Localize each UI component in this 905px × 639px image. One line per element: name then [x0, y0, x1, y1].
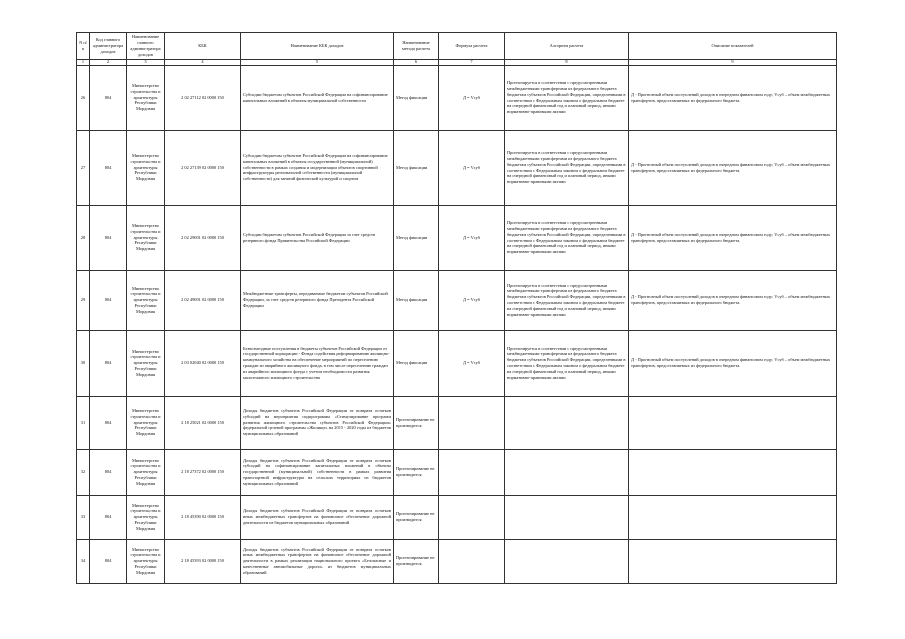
kbk-code: 2 03 02040 02 0000 150 — [165, 330, 241, 396]
table-row — [77, 270, 837, 330]
row-number: 30 — [77, 330, 90, 396]
kbk-code: 2 18 45390 02 0000 150 — [165, 495, 241, 539]
description: Д - Прогнозный объем поступлений доходов в очередном финансовом году; Vсуб – объем межбюджетных трансфертов, предоставляемых из федерального бюджета. — [629, 270, 837, 330]
formula: Д = Vсуб — [439, 130, 505, 205]
header-kbk: КБК — [165, 33, 241, 60]
formula — [439, 449, 505, 495]
header-kbk-name: Наименование КБК доходов — [241, 33, 394, 60]
kbk-code: 2 02 29001 02 0000 150 — [165, 205, 241, 270]
col-number: 7 — [439, 60, 505, 66]
table-row — [77, 449, 837, 495]
row-number: 28 — [77, 205, 90, 270]
description: Д - Прогнозный объем поступлений доходов в очередном финансовом году; Vсуб – объем межбюджетных трансфертов, предоставляемых из федерального бюджета. — [629, 330, 837, 396]
col-number: 4 — [165, 60, 241, 66]
method-name: Метод фиксации — [394, 330, 439, 396]
method-name: Метод фиксации — [394, 270, 439, 330]
algorithm: Прогнозируется в соответствии с предусмотренными межбюджетными трансфертами из федерального бюджета бюджетам субъектов Российской Федерации, определенными в соответствии с Федеральным законом о федеральном бюджете на очередной финансовый год и плановый период, иными нормативно-правовыми актами — [505, 330, 629, 396]
header-algorithm: Алгоритм расчета — [505, 33, 629, 60]
admin-code: 804 — [90, 539, 127, 583]
col-number: 5 — [241, 60, 394, 66]
formula: Д = Vсуб — [439, 330, 505, 396]
algorithm — [505, 396, 629, 449]
kbk-name: Доходы бюджетов субъектов Российской Федерации от возврата остатков иных межбюджетных трансфертов на финансовое обеспечение дорожной деятельности в рамках реализации национального проекта «Безопасные и качественные автомобильные дороги» из бюджетов муниципальных образований — [241, 539, 394, 583]
description: Д - Прогнозный объем поступлений доходов в очередном финансовом году; Vсуб – объем межбюджетных трансфертов, предоставляемых из федерального бюджета. — [629, 130, 837, 205]
kbk-name: Субсидии бюджетам субъектов Российской Федерации на софинансирование капитальных вложений в объекты государственной (муниципальной) собственности в рамках создания и модернизации объектов спортивной инфраструктуры региональной собственности (муниципальной собственности) для занятий физической культурой и спортом — [241, 130, 394, 205]
admin-name: Министерство строительства и архитектуры Республики Мордовия — [127, 130, 165, 205]
row-number: 32 — [77, 449, 90, 495]
kbk-name: Субсидии бюджетам субъектов Российской Федерации за счет средств резервного фонда Правительства Российской Федерации — [241, 205, 394, 270]
kbk-name: Безвозмездные поступления в бюджеты субъектов Российской Федерации от государственной корпорации - Фонда содействия реформированию жилищно-коммунального хозяйства на обеспечение мероприятий по переселению граждан из аварийного жилищного фонда, в том числе переселению граждан из аварийного жилищного фонда с учетом необходимости развития малоэтажного жилищного строительства — [241, 330, 394, 396]
admin-code: 804 — [90, 130, 127, 205]
table-row — [77, 130, 837, 205]
header-formula: Формула расчета — [439, 33, 505, 60]
kbk-code: 2 18 45393 02 0000 150 — [165, 539, 241, 583]
header-description: Описание показателей — [629, 33, 837, 60]
algorithm: Прогнозируется в соответствии с предусмотренными межбюджетными трансфертами из федерального бюджета бюджетам субъектов Российской Федерации, определенными в соответствии с Федеральным законом о федеральном бюджете на очередной финансовый год и плановый период, иными нормативно-правовыми актами — [505, 130, 629, 205]
col-number: 3 — [127, 60, 165, 66]
method-name: Прогнозирование не производится — [394, 449, 439, 495]
method-name: Метод фиксации — [394, 205, 439, 270]
description: Д - Прогнозный объем поступлений доходов в очередном финансовом году; Vсуб – объем межбюджетных трансфертов, предоставляемых из федерального бюджета. — [629, 65, 837, 130]
row-number: 26 — [77, 65, 90, 130]
admin-code: 804 — [90, 495, 127, 539]
method-name: Метод фиксации — [394, 130, 439, 205]
algorithm: Прогнозируется в соответствии с предусмотренными межбюджетными трансфертами из федерального бюджета бюджетам субъектов Российской Федерации, определенными в соответствии с Федеральным законом о федеральном бюджете на очередной финансовый год и плановый период, иными нормативно-правовыми актами — [505, 270, 629, 330]
header-admin-code: Код главного администратора доходов — [90, 33, 127, 60]
admin-code: 804 — [90, 270, 127, 330]
table-row — [77, 65, 837, 130]
header-row — [77, 33, 837, 60]
admin-name: Министерство строительства и архитектуры Республики Мордовия — [127, 539, 165, 583]
header-admin-name: Наименование главного администратора доходов — [127, 33, 165, 60]
admin-code: 804 — [90, 65, 127, 130]
header-method: Наименование метода расчета — [394, 33, 439, 60]
description: Д - Прогнозный объем поступлений доходов в очередном финансовом году; Vсуб – объем межбюджетных трансфертов, предоставляемых из федерального бюджета. — [629, 205, 837, 270]
method-name: Прогнозирование не производится — [394, 539, 439, 583]
row-number: 29 — [77, 270, 90, 330]
kbk-code: 2 02 27139 02 0000 150 — [165, 130, 241, 205]
formula: Д = Vсуб — [439, 270, 505, 330]
admin-name: Министерство строительства и архитектуры Республики Мордовия — [127, 65, 165, 130]
admin-name: Министерство строительства и архитектуры Республики Мордовия — [127, 205, 165, 270]
table-row — [77, 396, 837, 449]
table-row — [77, 330, 837, 396]
kbk-code: 2 02 49001 02 0000 150 — [165, 270, 241, 330]
kbk-name: Доходы бюджетов субъектов Российской Федерации от возврата остатков субсидий на софинансирование капитальных вложений в объекты государственной (муниципальной) собственности в рамках развития транспортной инфраструктуры на сельских территориях из бюджетов муниципальных образований — [241, 449, 394, 495]
admin-code: 804 — [90, 205, 127, 270]
kbk-name: Межбюджетные трансферты, передаваемые бюджетам субъектов Российской Федерации, за счет средств резервного фонда Президента Российской Федерации — [241, 270, 394, 330]
formula: Д = Vсуб — [439, 65, 505, 130]
revenue-forecast-table — [76, 32, 837, 584]
admin-code: 804 — [90, 330, 127, 396]
row-number: 34 — [77, 539, 90, 583]
col-number: 8 — [505, 60, 629, 66]
header-n: N п/п — [77, 33, 90, 60]
row-number: 31 — [77, 396, 90, 449]
col-number: 2 — [90, 60, 127, 66]
kbk-code: 2 18 27372 02 0000 150 — [165, 449, 241, 495]
kbk-code: 2 18 25021 02 0000 150 — [165, 396, 241, 449]
method-name: Метод фиксации — [394, 65, 439, 130]
algorithm: Прогнозируется в соответствии с предусмотренными межбюджетными трансфертами из федерального бюджета бюджетам субъектов Российской Федерации, определенными в соответствии с Федеральным законом о федеральном бюджете на очередной финансовый год и плановый период, иными нормативно-правовыми актами — [505, 205, 629, 270]
admin-name: Министерство строительства и архитектуры Республики Мордовия — [127, 396, 165, 449]
description — [629, 495, 837, 539]
method-name: Прогнозирование не производится — [394, 495, 439, 539]
kbk-name: Субсидии бюджетам субъектов Российской Федерации на софинансирование капитальных вложений в объекты муниципальной собственности — [241, 65, 394, 130]
admin-name: Министерство строительства и архитектуры Республики Мордовия — [127, 449, 165, 495]
admin-code: 804 — [90, 449, 127, 495]
col-number: 1 — [77, 60, 90, 66]
description — [629, 396, 837, 449]
formula — [439, 539, 505, 583]
col-number: 6 — [394, 60, 439, 66]
formula: Д = Vсуб — [439, 205, 505, 270]
algorithm — [505, 539, 629, 583]
kbk-name: Доходы бюджетов субъектов Российской Федерации от возврата остатков иных межбюджетных трансфертов на финансовое обеспечение дорожной деятельности из бюджетов муниципальных образований — [241, 495, 394, 539]
admin-name: Министерство строительства и архитектуры Республики Мордовия — [127, 495, 165, 539]
algorithm — [505, 449, 629, 495]
row-number: 27 — [77, 130, 90, 205]
admin-name: Министерство строительства и архитектуры Республики Мордовия — [127, 270, 165, 330]
method-name: Прогнозирование не производится — [394, 396, 439, 449]
admin-name: Министерство строительства и архитектуры Республики Мордовия — [127, 330, 165, 396]
admin-code: 804 — [90, 396, 127, 449]
algorithm: Прогнозируется в соответствии с предусмотренными межбюджетными трансфертами из федерального бюджета бюджетам субъектов Российской Федерации, определенными в соответствии с Федеральным законом о федеральном бюджете на очередной финансовый год и плановый период, иными нормативно-правовыми актами — [505, 65, 629, 130]
formula — [439, 396, 505, 449]
formula — [439, 495, 505, 539]
table-row — [77, 495, 837, 539]
revenue-methodology-table-page — [76, 32, 836, 584]
algorithm — [505, 495, 629, 539]
row-number: 33 — [77, 495, 90, 539]
kbk-name: Доходы бюджетов субъектов Российской Федерации от возврата остатков субсидий на мероприятия подпрограммы «Стимулирование программ развития жилищного строительства субъектов Российской Федерации» федеральной целевой программы «Жилище» на 2015 - 2020 годы из бюджетов муниципальных образований — [241, 396, 394, 449]
description — [629, 539, 837, 583]
description — [629, 449, 837, 495]
kbk-code: 2 02 27112 02 0000 150 — [165, 65, 241, 130]
table-row — [77, 205, 837, 270]
col-number: 9 — [629, 60, 837, 66]
table-row — [77, 539, 837, 583]
